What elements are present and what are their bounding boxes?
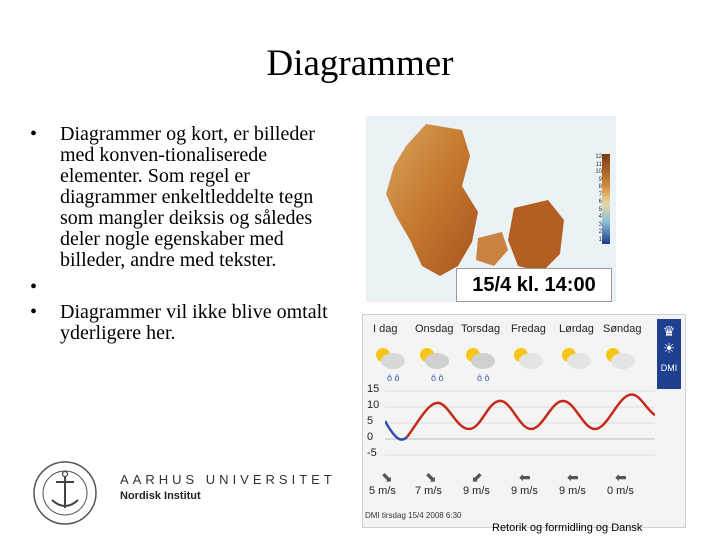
bullet-marker: • [30, 123, 38, 145]
bullet-item [30, 277, 350, 298]
bullet-marker: • [30, 301, 38, 323]
weather-icon-sun-cloud-rain [420, 348, 449, 383]
weather-icon-sun-cloud [514, 348, 543, 369]
bullet-text: Diagrammer vil ikke blive omtalt yderligere her. [60, 301, 328, 344]
forecast-footer: DMI tirsdag 15/4 2008 6:30 [365, 511, 462, 520]
wind-speed: 7 m/s [415, 485, 442, 497]
scale-label: 1 [598, 236, 602, 243]
wind-arrow-icon: ⬊ [425, 469, 437, 485]
wind-speed: 9 m/s [511, 485, 538, 497]
course-name: Retorik og formidling og Dansk [492, 522, 643, 534]
bullet-text: Diagrammer og kort, er billeder med konven-tionaliserede elementer. Som regel er diagrammer enkeltleddelte tegn som mangler deiksis og således deler nogle egenskaber med billeder, andre med tekster. [60, 123, 315, 271]
wind-arrow-icon: ⬊ [381, 469, 393, 485]
svg-text:ô ô: ô ô [387, 373, 400, 383]
forecast-day: Onsdag [415, 323, 454, 335]
wind-speed: 0 m/s [607, 485, 634, 497]
university-seal-logo [32, 460, 98, 526]
map-timestamp: 15/4 kl. 14:00 [456, 268, 612, 302]
university-name: AARHUS UNIVERSITET [120, 472, 336, 487]
institute-name: Nordisk Institut [120, 490, 201, 502]
forecast-day: I dag [373, 323, 398, 335]
bullet-item [30, 302, 350, 344]
wind-arrow-icon: ⬅ [519, 469, 531, 485]
scale-label: 10 [595, 169, 602, 175]
bullet-marker: • [30, 276, 38, 298]
weather-icon-sun-cloud [562, 348, 591, 369]
wind-speed: 5 m/s [369, 485, 396, 497]
scale-label: 5 [598, 206, 602, 213]
map-scale-labels [590, 154, 602, 244]
scale-label: 12 [595, 154, 602, 160]
svg-text:ô ô: ô ô [477, 373, 490, 383]
bullet-text [60, 276, 65, 298]
wind-speed: 9 m/s [463, 485, 490, 497]
weather-icon-sun-cloud [606, 348, 635, 369]
dmi-logo [657, 319, 681, 389]
crown-icon: ♛ [662, 323, 676, 339]
forecast-day: Lørdag [559, 323, 594, 335]
wind-arrow-icon: ⬅ [567, 469, 579, 485]
bullet-list [30, 124, 350, 348]
wind-arrow-icon: ⬅ [615, 469, 627, 485]
temp-tick-label: 15 [367, 383, 380, 395]
scale-label: 11 [595, 161, 602, 168]
weather-icon-sun-cloud-rain [376, 348, 405, 383]
temp-tick-label: 5 [367, 415, 374, 427]
forecast-day: Søndag [603, 323, 642, 335]
scale-label: 7 [598, 191, 602, 198]
scale-label: 6 [598, 199, 602, 205]
temp-tick-label: 10 [367, 399, 380, 411]
forecast-day: Torsdag [461, 323, 501, 335]
weather-icon-sun-cloud-rain [466, 348, 495, 383]
forecast-day: Fredag [511, 323, 546, 335]
scale-label: 3 [598, 221, 602, 228]
sun-icon: ☀ [662, 340, 676, 356]
temp-tick-label: -5 [367, 447, 377, 459]
temperature-curve [385, 381, 655, 461]
forecast-panel [362, 314, 686, 528]
slide-title: Diagrammer [266, 43, 454, 84]
svg-text:ô ô: ô ô [431, 373, 444, 383]
scale-label: 2 [598, 229, 602, 235]
scale-label: 4 [598, 214, 602, 220]
scale-label: 8 [598, 184, 602, 190]
dmi-logo-text: DMI [660, 363, 678, 373]
wind-arrow-icon: ⬋ [471, 469, 483, 485]
bullet-item [30, 124, 350, 271]
temp-tick-label: 0 [367, 431, 374, 443]
scale-label: 9 [598, 176, 602, 183]
wind-speed: 9 m/s [559, 485, 586, 497]
